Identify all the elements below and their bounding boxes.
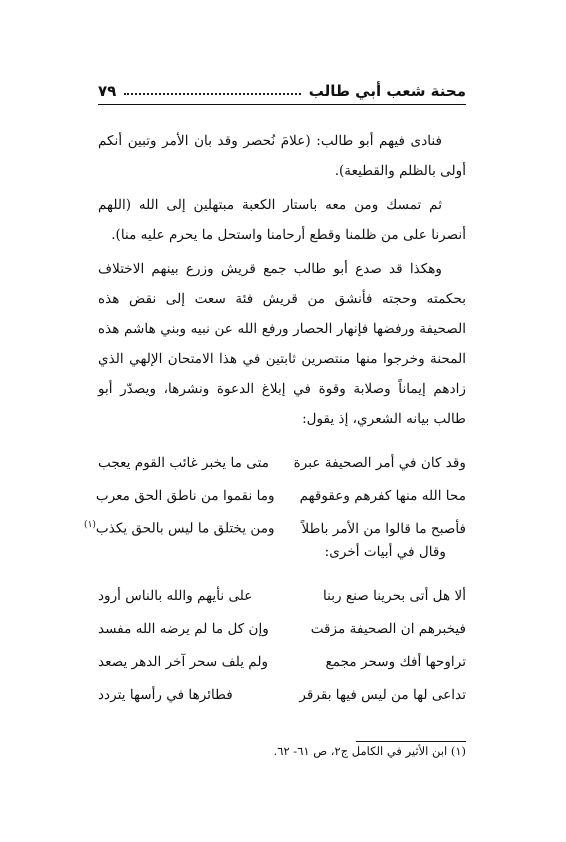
verse-second-hemistich: متى ما يخبر غائب القوم يعجب: [98, 454, 269, 471]
poem-block-2: [98, 579, 466, 711]
hemistich-text: ومن يختلق ما ليس بالحق يكذب: [95, 520, 275, 537]
paragraph-2: ثم تمسك ومن معه باستار الكعبة مبتهلين إلى الله (اللهم أنصرنا على من ظلمنا وقطع أرحامنا واستحل ما يحرم عليه منا).: [98, 197, 466, 243]
verse-row: [98, 645, 466, 678]
verse-first-hemistich: فأصبح ما قالوا من الأمر باطلاً: [301, 520, 466, 537]
running-header: [98, 80, 466, 102]
verse-row: [98, 579, 466, 612]
verse-second-hemistich: على نأيهم والله بالناس أرود: [98, 587, 253, 604]
verse-first-hemistich: تداعى لها من ليس فيها بقرقر: [299, 686, 466, 703]
verse-second-hemistich: ولم يلف سحر آخر الدهر يصعد: [98, 653, 269, 670]
body-text: [98, 126, 466, 438]
verse-first-hemistich: محا الله منها كفرهم وعقوقهم: [299, 487, 466, 504]
page-number: ٧٩: [98, 82, 117, 100]
footnote-rule: [356, 741, 466, 742]
verse-first-hemistich: ألا هل أتى بحرينا صنع ربنا: [322, 587, 466, 604]
verse-row: [98, 678, 466, 711]
verse-first-hemistich: فيخبرهم ان الصحيفة مزقت: [310, 620, 466, 637]
verse-second-hemistich: [84, 520, 275, 537]
verse-row: [84, 512, 466, 545]
footnote-marker[interactable]: (١): [84, 520, 96, 531]
verse-second-hemistich: وإن كل ما لم يرضه الله مفسد: [98, 620, 269, 637]
verse-row: [98, 446, 466, 479]
poem-2-intro: وقال في أبيات أخرى:: [324, 544, 446, 560]
verse-first-hemistich: تراوحها أفك وسحر مجمع: [325, 653, 466, 670]
header-rule: [98, 104, 466, 105]
verse-first-hemistich: وقد كان في أمر الصحيفة عبرة: [293, 454, 466, 471]
verse-row: [98, 612, 466, 645]
verse-second-hemistich: وما نقموا من ناطق الحق معرب: [95, 487, 275, 504]
paragraph-3: وهكذا قد صدع أبو طالب جمع قريش وزرع بينهم الاختلاف بحكمته وحجته فأنشق من قريش فئة سعت إلى نقض هذه الصحيفة ورفضها فإنهار الحصار ورفع الله عن نبيه وبني هاشم هذه المحنة وخرجوا منها منتصرين ثابتين في هذا الامتحان الإلهي الذي زادهم إيماناً وصلابة وقوة في إبلاغ الدعوة ونشرها، ويصدّر أبو طالب بيانه الشعري، إذ يقول:: [98, 261, 466, 427]
verse-row: [95, 479, 466, 512]
header-dot-leader: [124, 93, 300, 95]
poem-block-1: [84, 446, 466, 545]
footnote: (١) ابن الأثير في الكامل ج٢، ص ٦١- ٦٢.: [273, 744, 466, 758]
header-title: محنة شعب أبي طالب: [308, 82, 466, 100]
paragraph-1: فنادى فيهم أبو طالب: (علامَ نُحصر وقد بان الأمر وتبين أنكم أولى بالظلم والقطيعة).: [98, 133, 466, 179]
verse-second-hemistich: فطائرها في رأسها يتردد: [98, 686, 233, 703]
